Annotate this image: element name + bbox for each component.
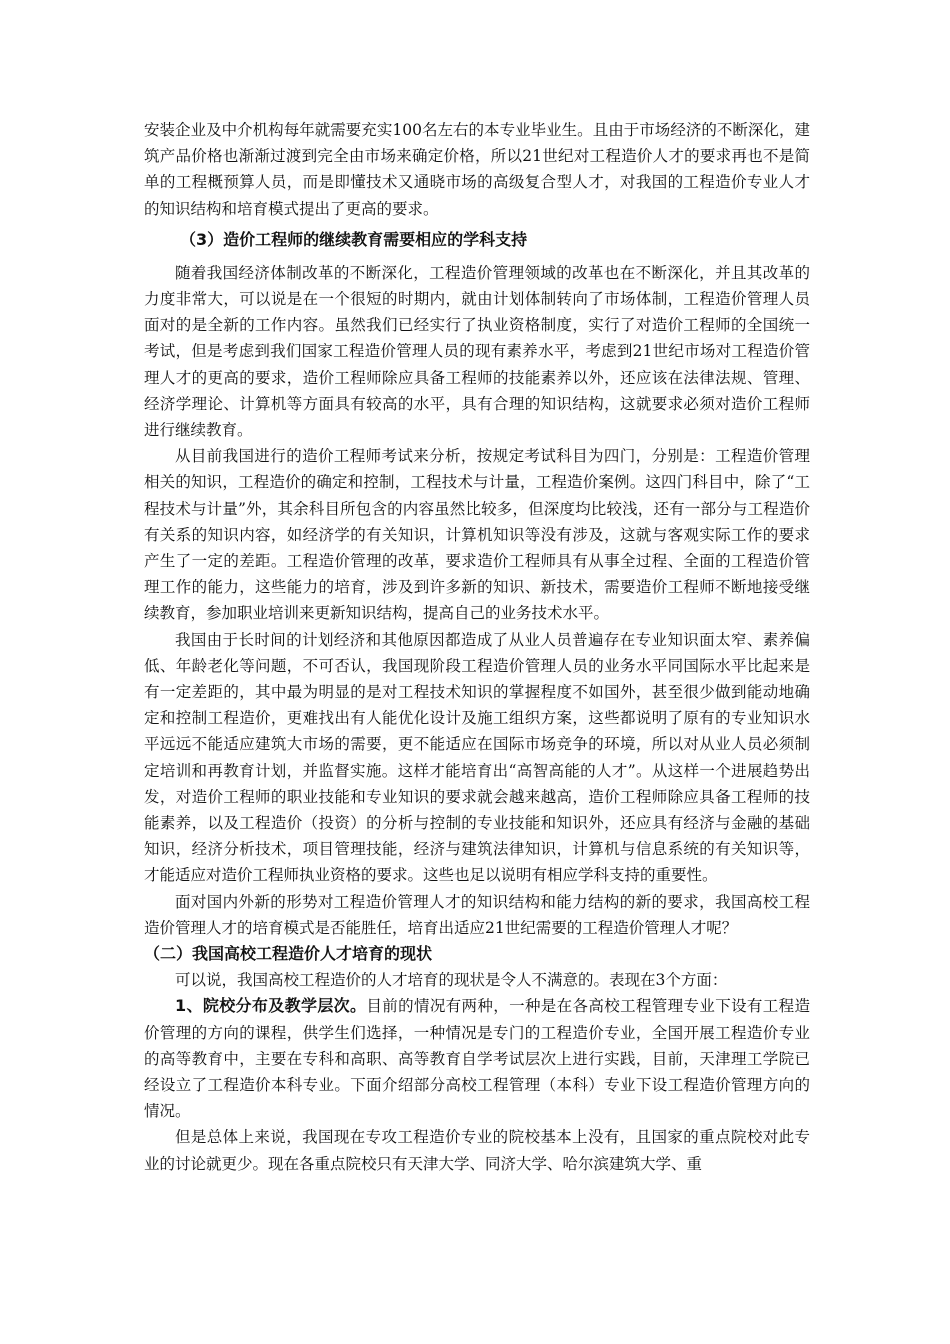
paragraph-question: 面对国内外新的形势对工程造价管理人才的知识结构和能力结构的新的要求，我国高校工程造价管理人才的培育模式是否能胜任，培育出适应21世纪需要的工程造价管理人才呢？ bbox=[144, 892, 810, 937]
numbered-body: 目前的情况有两种，一种是在各高校工程管理专业下设有工程造价管理的方向的课程，供学生们选择，一种情况是专门的工程造价专业，全国开展工程造价专业的高等教育中，主要在专科和高职、高等教育自学考试层次上进行实践，目前，天津理工学院已经设立了工程造价本科专业。下面介绍部分高校工程管理（本科）专业下设工程造价管理方向的情况。 bbox=[144, 997, 810, 1121]
paragraph-continuation: 安装企业及中介机构每年就需要充实100名左右的本专业毕业生。且由于市场经济的不断深化，建筑产品价格也渐渐过渡到完全由市场来确定价格，所以21世纪对工程造价人才的要求再也不是简单的工程概预算人员，而是即懂技术又通晓市场的高级复合型人才，对我国的工程造价专业人才的知识结构和培育模式提出了更高的要求。 bbox=[144, 121, 810, 218]
document-page bbox=[144, 117, 810, 1177]
numbered-lead: 1、院校分布及教学层次。 bbox=[175, 996, 367, 1016]
paragraph-school-distribution bbox=[144, 993, 810, 1124]
paragraph-exam-analysis: 从目前我国进行的造价工程师考试来分析，按规定考试科目为四门，分别是：工程造价管理相关的知识，工程造价的确定和控制，工程技术与计量，工程造价案例。这四门科目中，除了“工程技术与计量”外，其余科目所包含的内容虽然比较多，但深度均比较浅，还有一部分与工程造价有关系的知识内容，如经济学的有关知识，计算机知识等没有涉及，这就与客观实际工作的要求产生了一定的差距。工程造价管理的改革，要求造价工程师具有从事全过程、全面的工程造价管理工作的能力，这些能力的培育，涉及到许多新的知识、新技术，需要造价工程师不断地接受继续教育，参加职业培训来更新知识结构，提高自己的业务技术水平。 bbox=[144, 447, 810, 623]
paragraph-overall: 但是总体上来说，我国现在专攻工程造价专业的院校基本上没有，且国家的重点院校对此专业的讨论就更少。现在各重点院校只有天津大学、同济大学、哈尔滨建筑大学、重 bbox=[144, 1128, 810, 1173]
paragraph-economic-reform: 随着我国经济体制改革的不断深化，工程造价管理领域的改革也在不断深化，并且其改革的力度非常大，可以说是在一个很短的时期内，就由计划体制转向了市场体制，工程造价管理人员面对的是全新的工作内容。虽然我们已经实行了执业资格制度，实行了对造价工程师的全国统一考试，但是考虑到我们国家工程造价管理人员的现有素养水平，考虑到21世纪市场对工程造价管理人才的更高的要求，造价工程师除应具备工程师的技能素养以外，还应该在法律法规、管理、经济学理论、计算机等方面具有较高的水平，具有合理的知识结构，这就要求必须对造价工程师进行继续教育。 bbox=[144, 263, 810, 440]
paragraph-skill-gap: 我国由于长时间的计划经济和其他原因都造成了从业人员普遍存在专业知识面太窄、素养偏低、年龄老化等问题，不可否认，我国现阶段工程造价管理人员的业务水平同国际水平比起来是有一定差距的，其中最为明显的是对工程技术知识的掌握程度不如国外，甚至很少做到能动地确定和控制工程造价，更难找出有人能优化设计及施工组织方案，这些都说明了原有的专业知识水平远远不能适应建筑大市场的需要，更不能适应在国际市场竞争的环境，所以对从业人员必须制定培训和再教育计划，并监督实施。这样才能培育出“高智高能的人才”。从这样一个进展趋势出发，对造价工程师的职业技能和专业知识的要求就会越来越高，造价工程师除应具备工程师的技能素养，以及工程造价（投资）的分析与控制的专业技能和知识外，还应具有经济与金融的基础知识，经济分析技术，项目管理技能，经济与建筑法律知识，计算机与信息系统的有关知识等，才能适应对造价工程师执业资格的要求。这些也足以说明有相应学科支持的重要性。 bbox=[144, 630, 810, 885]
section-heading-3: （3）造价工程师的继续教育需要相应的学科支持 bbox=[180, 229, 528, 249]
section-heading-2: （二）我国高校工程造价人才培育的现状 bbox=[144, 944, 433, 964]
paragraph-status-intro: 可以说，我国高校工程造价的人才培育的现状是令人不满意的。表现在3个方面： bbox=[175, 971, 728, 990]
